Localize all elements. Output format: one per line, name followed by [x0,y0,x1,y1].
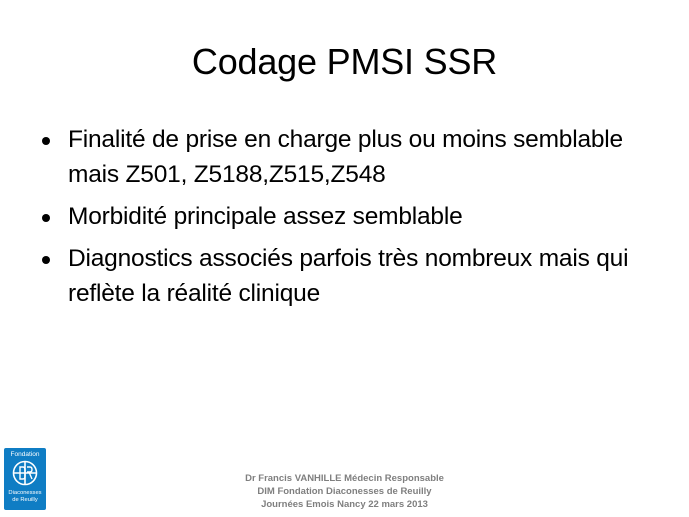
bullet-item [40,122,660,192]
logo-top-text: Fondation [10,451,40,458]
bullet-item [40,199,660,234]
footer-line-event: Journées Emois Nancy 22 mars 2013 [261,499,428,510]
logo-bottom-line2: de Reuilly [12,497,38,503]
bullet-text: Finalité de prise en charge plus ou moins semblable mais Z501, Z5188,Z515,Z548 [68,126,623,188]
bullet-text: Morbidité principale assez semblable [68,203,463,230]
bullet-dot-icon [42,256,50,264]
bullet-text: Diagnostics associés parfois très nombreux mais qui reflète la réalité clinique [68,245,629,307]
slide-title: Codage PMSI SSR [191,41,498,82]
footer-line-author: Dr Francis VANHILLE Médecin Responsable [245,473,444,484]
footer [0,472,689,511]
bullet-list [40,122,660,318]
bullet-dot-icon [42,137,50,145]
logo-bottom-line1: Diaconesses [8,490,42,496]
bullet-item [40,241,660,311]
footer-line-organization: DIM Fondation Diaconesses de Reuilly [257,486,432,497]
bullet-dot-icon [42,214,50,222]
